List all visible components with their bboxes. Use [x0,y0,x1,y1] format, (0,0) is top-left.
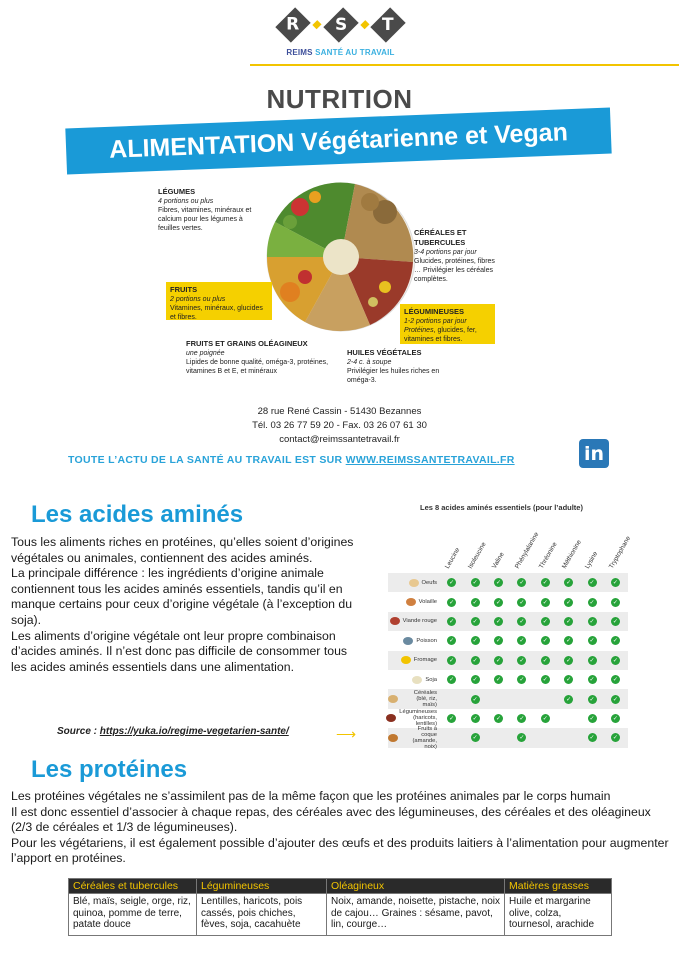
table-cell: Huile et margarine olive, colza, tournesol, arachide [505,894,612,936]
check-icon: ✓ [449,676,455,684]
amino-cell [487,617,510,626]
check-icon: ✓ [495,656,501,664]
section-heading-proteines: Les protéines [31,756,188,783]
proteines-text: Les protéines végétales ne s’assimilent pas de la même façon que les protéines animales par le corps humain Il est donc essentiel d’associer à chaque repas, des céréales avec des légumineuses, des céréales et des oléagineux (2/3 de céréales et 1/3 de légumineuses). Pour les végétariens, il est également possible d’ajouter des œufs et des produits laitiers à l’alimentation pour augmenter l’apport en protéines. [11,789,669,866]
table-header: Matières grasses [505,879,612,894]
amino-cell [510,617,533,626]
amino-row [388,612,628,631]
amino-cell [534,598,557,607]
logo-tagline: REIMS SANTÉ AU TRAVAIL [286,48,395,57]
check-icon: ✓ [472,714,478,722]
banner-title: ALIMENTATION Végétarienne et Vegan [65,108,611,175]
amino-cell [510,675,533,684]
check-icon: ✓ [449,656,455,664]
amino-row-label: Viande rouge [388,617,440,625]
amino-cell [510,636,533,645]
amino-cell [580,675,603,684]
amino-row [388,651,628,670]
amino-cell [580,656,603,665]
amino-cell [440,617,463,626]
amino-column-header: Tryptophane [607,535,632,570]
check-icon: ✓ [589,637,595,645]
amino-column-header: Valine [490,551,506,570]
amino-cell [604,656,627,665]
check-icon: ✓ [566,695,572,703]
label-fruits: FRUITS 2 portions ou plus Vitamines, minéraux, glucides et fibres. [166,282,272,320]
amino-cell [463,578,486,587]
contact-email[interactable]: contact@reimssantetravail.fr [279,434,400,445]
protein-table [68,878,612,936]
amino-row [388,689,628,708]
linkedin-icon[interactable]: in [579,439,609,468]
check-icon: ✓ [589,676,595,684]
amino-table-title: Les 8 acides aminés essentiels (pour l’adulte) [420,503,583,512]
amino-cell [440,675,463,684]
amino-cell [580,695,603,704]
check-icon: ✓ [449,598,455,606]
table-cell: Lentilles, haricots, pois cassés, pois chiches, fèves, soja, cacahuète [197,894,327,936]
check-icon: ✓ [495,617,501,625]
amino-cell [510,598,533,607]
check-icon: ✓ [449,637,455,645]
amino-row-label: Légumineuses (haricots, lentilles) [388,709,440,727]
check-icon: ✓ [589,598,595,606]
amino-cell [604,636,627,645]
food-icon [388,734,398,742]
label-legumes: LÉGUMES 4 portions ou plus Fibres, vitamines, minéraux et calcium pour les légumes à feuilles vertes. [158,187,252,232]
check-icon: ✓ [589,714,595,722]
section-heading-acides: Les acides aminés [31,501,244,528]
amino-column-header: Isoleucine [467,541,489,570]
amino-cell [487,714,510,723]
amino-row-label: Céréales (blé, riz, maïs) [388,690,440,708]
amino-cell [463,695,486,704]
amino-column-header: Méthionine [560,538,583,570]
amino-cell [534,675,557,684]
rst-logo [278,5,403,63]
check-icon: ✓ [589,617,595,625]
check-icon: ✓ [612,637,618,645]
table-header: Légumineuses [197,879,327,894]
amino-cell [580,598,603,607]
check-icon: ✓ [519,598,525,606]
amino-cell [487,598,510,607]
check-icon: ✓ [449,579,455,587]
amino-cell [534,636,557,645]
amino-column-header: Lysine [584,550,600,570]
amino-cell [604,675,627,684]
amino-cell [510,714,533,723]
label-cereales: CÉRÉALES ET TUBERCULES 3-4 portions par jour Glucides, protéines, fibres … Privilégier les céréales complètes. [414,228,495,283]
food-icon [401,656,411,664]
check-icon: ✓ [589,695,595,703]
amino-cell [557,598,580,607]
amino-cell [440,714,463,723]
check-icon: ✓ [472,695,478,703]
food-icon [406,598,416,606]
check-icon: ✓ [495,598,501,606]
amino-cell [487,675,510,684]
table-row [69,894,612,936]
check-icon: ✓ [472,637,478,645]
check-icon: ✓ [589,579,595,587]
plate-illustration [245,162,415,362]
check-icon: ✓ [449,714,455,722]
amino-cell [604,617,627,626]
check-icon: ✓ [566,656,572,664]
check-icon: ✓ [542,637,548,645]
check-icon: ✓ [589,656,595,664]
label-fruits-grains: FRUITS ET GRAINS OLÉAGINEUX une poignée Lipides de bonne qualité, oméga-3, protéines, vitamines B et E, et minéraux [186,339,329,375]
check-icon: ✓ [542,656,548,664]
amino-cell [534,617,557,626]
check-icon: ✓ [472,734,478,742]
amino-row-label: Soja [388,676,440,684]
check-icon: ✓ [495,676,501,684]
amino-column-header: Thréonine [537,541,559,570]
amino-row-label: Oeufs [388,579,440,587]
check-icon: ✓ [519,637,525,645]
amino-cell [487,578,510,587]
check-icon: ✓ [612,695,618,703]
amino-table [388,518,632,750]
amino-cell [604,598,627,607]
amino-cell [604,695,627,704]
amino-cell [440,598,463,607]
food-icon [390,617,400,625]
check-icon: ✓ [472,598,478,606]
amino-row [388,631,628,650]
amino-row [388,573,628,592]
food-icon [386,714,396,722]
check-icon: ✓ [495,714,501,722]
check-icon: ✓ [612,579,618,587]
check-icon: ✓ [542,598,548,606]
amino-cell [580,714,603,723]
amino-cell [580,578,603,587]
check-icon: ✓ [612,598,618,606]
amino-cell [463,617,486,626]
check-icon: ✓ [472,656,478,664]
website-link[interactable]: WWW.REIMSSANTETRAVAIL.FR [345,454,515,466]
amino-cell [557,656,580,665]
contact-address: 28 rue René Cassin - 51430 Bezannes Tél. 03 26 77 59 20 - Fax. 03 26 07 61 30 contact@reimssantetravail.fr [0,405,679,447]
amino-row-label: Fruits à coque (amande, noix) [388,726,440,750]
amino-row-label: Volaille [388,598,440,606]
header-divider [250,64,679,66]
logo-letter-r: R [275,7,310,42]
amino-cell [463,675,486,684]
check-icon: ✓ [612,617,618,625]
table-cell: Noix, amande, noisette, pistache, noix de cajou… Graines : sésame, pavot, lin, courge… [327,894,505,936]
check-icon: ✓ [519,676,525,684]
check-icon: ✓ [519,656,525,664]
check-icon: ✓ [566,637,572,645]
label-huiles: HUILES VÉGÉTALES 2-4 c. à soupe Privilégier les huiles riches en oméga-3. [347,348,440,384]
amino-cell [440,656,463,665]
amino-cell [440,578,463,587]
check-icon: ✓ [472,676,478,684]
amino-cell [557,636,580,645]
arrow-icon: ⟶ [336,726,357,742]
amino-cell [604,578,627,587]
check-icon: ✓ [519,617,525,625]
amino-cell [463,636,486,645]
check-icon: ✓ [542,676,548,684]
amino-cell [557,578,580,587]
amino-cell [557,675,580,684]
food-icon [412,676,422,684]
amino-cell [534,656,557,665]
logo-letter-t: T [370,7,405,42]
check-icon: ✓ [566,617,572,625]
check-icon: ✓ [519,734,525,742]
check-icon: ✓ [612,656,618,664]
amino-cell [604,733,627,742]
source-line: Source : https://yuka.io/regime-vegetarien-sante/ [57,726,289,737]
page-title: NUTRITION [266,84,413,114]
food-icon [403,637,413,645]
amino-cell [557,695,580,704]
source-link[interactable]: https://yuka.io/regime-vegetarien-sante/ [99,726,289,737]
amino-row [388,592,628,611]
acides-text: Tous les aliments riches en protéines, qu’elles soient d’origines végétales ou animales, contiennent des acides aminés. La principale différence : les ingrédients d’origine animale contiennent tous les acides aminés essentiels, tandis qu’il en manque certains pour ceux d’origine végétale (à l’exception du soja). Les aliments d’origine végétale ont leur propre combinaison d’acides aminés. Il n’est donc pas difficile de consommer tous les acides aminés essentiels dans une alimentation. [11,535,354,674]
check-icon: ✓ [542,579,548,587]
check-icon: ✓ [472,579,478,587]
amino-cell [463,733,486,742]
amino-row [388,725,628,750]
check-icon: ✓ [566,598,572,606]
logo-separator [312,20,321,29]
check-icon: ✓ [542,617,548,625]
check-icon: ✓ [495,637,501,645]
amino-cell [463,598,486,607]
table-header: Oléagineux [327,879,505,894]
check-icon: ✓ [566,676,572,684]
logo-separator [360,20,369,29]
check-icon: ✓ [612,734,618,742]
logo-letter-s: S [323,7,358,42]
check-icon: ✓ [519,579,525,587]
check-icon: ✓ [542,714,548,722]
check-icon: ✓ [566,579,572,587]
amino-column-header: Phénylalanine [514,531,541,570]
food-icon [409,579,419,587]
check-icon: ✓ [589,734,595,742]
amino-cell [580,617,603,626]
label-legumineuses: LÉGUMINEUSES 1-2 portions par jour Protéines, glucides, fer, vitamines et fibres. [400,304,495,344]
table-header: Céréales et tubercules [69,879,197,894]
check-icon: ✓ [495,579,501,587]
amino-row-label: Fromage [388,656,440,664]
amino-cell [487,656,510,665]
food-icon [388,695,398,703]
amino-cell [557,617,580,626]
amino-cell [510,733,533,742]
amino-cell [440,636,463,645]
amino-cell [534,578,557,587]
table-cell: Blé, maïs, seigle, orge, riz, quinoa, pomme de terre, patate douce [69,894,197,936]
amino-cell [463,714,486,723]
amino-row [388,670,628,689]
check-icon: ✓ [519,714,525,722]
amino-cell [580,636,603,645]
actu-banner: TOUTE L’ACTU DE LA SANTÉ AU TRAVAIL EST SUR WWW.REIMSSANTETRAVAIL.FR [68,454,515,466]
amino-cell [510,578,533,587]
check-icon: ✓ [472,617,478,625]
amino-cell [534,714,557,723]
amino-cell [604,714,627,723]
check-icon: ✓ [449,617,455,625]
check-icon: ✓ [612,676,618,684]
amino-cell [510,656,533,665]
check-icon: ✓ [612,714,618,722]
amino-cell [487,636,510,645]
amino-column-header: Leucine [443,546,462,570]
amino-cell [580,733,603,742]
amino-cell [463,656,486,665]
amino-row-label: Poisson [388,637,440,645]
